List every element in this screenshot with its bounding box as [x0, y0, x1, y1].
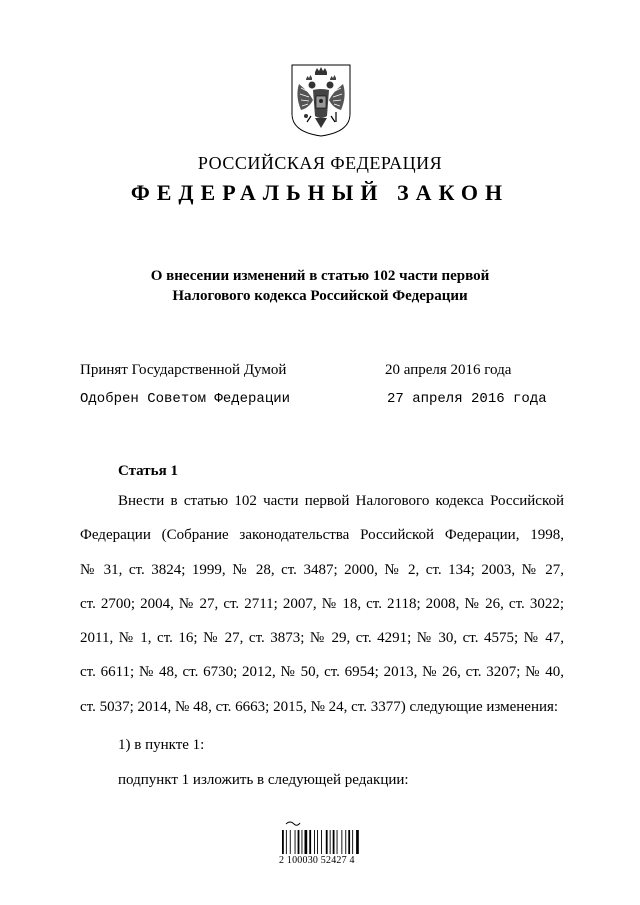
article-body-paragraph: [80, 484, 564, 724]
law-subject: [0, 266, 640, 306]
article-body-line: Внести в статью 102 части первой Налогового кодекса Российской: [118, 493, 564, 509]
duma-adoption-date: 20 апреля 2016 года: [385, 362, 512, 378]
article-item: 1) в пункте 1:: [118, 737, 205, 753]
article-body-line: Федерации (Собрание законодательства Российской Федерации, 1998,: [80, 527, 564, 544]
article-heading: Статья 1: [118, 463, 178, 479]
article-body-line: ст. 5037; 2014, № 48, ст. 6663; 2015, № 24, ст. 3377) следующие изменения:: [80, 698, 559, 715]
barcode: [280, 820, 360, 856]
country-title: РОССИЙСКАЯ ФЕДЕРАЦИЯ: [197, 153, 443, 173]
article-body-line: ст. 2700; 2004, № 27, ст. 2711; 2007, № 18, ст. 2118; 2008, № 26, ст. 3022;: [80, 595, 564, 612]
barcode-graphic: [280, 820, 360, 856]
coat-of-arms-emblem: [289, 62, 353, 138]
article-body-line: № 31, ст. 3824; 1999, № 28, ст. 3487; 2000, № 2, ст. 134; 2003, № 27,: [80, 561, 564, 578]
law-subject-line: Налогового кодекса Российской Федерации: [172, 288, 468, 304]
council-approval-date: 27 апреля 2016 года: [387, 391, 547, 407]
duma-adoption-label: Принят Государственной Думой: [80, 362, 287, 378]
council-approval-label: Одобрен Советом Федерации: [80, 391, 291, 407]
law-type-heading: ФЕДЕРАЛЬНЫЙ ЗАКОН: [130, 180, 510, 205]
article-body-line: 2011, № 1, ст. 16; № 27, ст. 3873; № 29, ст. 4291; № 30, ст. 4575; № 47,: [80, 630, 564, 647]
double-headed-eagle-icon: [289, 62, 353, 138]
article-body-line: ст. 6611; № 48, ст. 6730; 2012, № 50, ст. 6954; 2013, № 26, ст. 3207; № 40,: [80, 664, 564, 681]
barcode-number: 2 100030 52427 4: [279, 855, 355, 866]
article-subitem: подпункт 1 изложить в следующей редакции:: [118, 772, 409, 788]
law-subject-line: О внесении изменений в статью 102 части первой: [150, 268, 490, 284]
